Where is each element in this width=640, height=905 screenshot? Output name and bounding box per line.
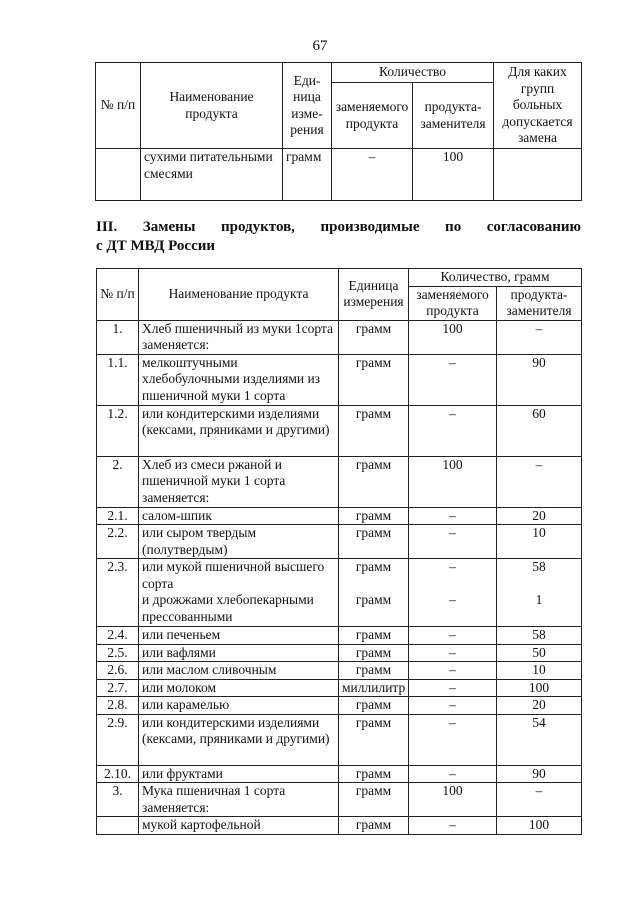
cell-groups bbox=[494, 149, 582, 201]
header-name: Наименование продукта bbox=[139, 269, 339, 321]
cell-unit: грамм bbox=[339, 320, 409, 354]
cell-num bbox=[97, 817, 139, 835]
header-unit: Единица измерения bbox=[339, 269, 409, 321]
cell-unit: грамм bbox=[339, 783, 409, 817]
cell-num: 1.2. bbox=[97, 405, 139, 456]
cell-replacement: 60 bbox=[497, 405, 582, 456]
cell-replaced: – bbox=[409, 405, 497, 456]
cell-unit: грамм bbox=[339, 627, 409, 645]
cell-num: 1. bbox=[97, 320, 139, 354]
cell-unit: грамм bbox=[339, 507, 409, 525]
section-heading bbox=[96, 218, 581, 256]
cell-name: или молоком bbox=[139, 679, 339, 697]
header-quantity: Количество, грамм bbox=[409, 269, 582, 287]
header-name: Наименование продукта bbox=[141, 63, 283, 149]
cell-unit-part: грамм bbox=[355, 591, 392, 607]
cell-replacement: 10 bbox=[497, 525, 582, 559]
cell-name: салом-шпик bbox=[139, 507, 339, 525]
cell-unit: грамм bbox=[339, 354, 409, 405]
table-row bbox=[97, 697, 582, 715]
table-row bbox=[97, 507, 582, 525]
cell-unit bbox=[339, 559, 409, 627]
table-row bbox=[97, 559, 582, 627]
table-row bbox=[97, 817, 582, 835]
header-unit: Еди-ница изме-рения bbox=[283, 63, 332, 149]
cell-unit: грамм bbox=[339, 456, 409, 507]
cell-unit: грамм bbox=[339, 817, 409, 835]
table-row bbox=[97, 627, 582, 645]
cell-replacement: – bbox=[497, 783, 582, 817]
header-quantity: Количество bbox=[332, 63, 494, 83]
cell-replacement bbox=[497, 559, 582, 627]
cell-replacement-part: 58 bbox=[532, 559, 546, 574]
cell-num: 2.9. bbox=[97, 714, 139, 765]
cell-num: 2.2. bbox=[97, 525, 139, 559]
header-replaced: заменяемого продукта bbox=[332, 83, 413, 149]
cell-num: 1.1. bbox=[97, 354, 139, 405]
cell-replacement: 100 bbox=[413, 149, 494, 201]
cell-name: или вафлями bbox=[139, 644, 339, 662]
cell-name bbox=[139, 559, 339, 627]
cell-unit: грамм bbox=[339, 662, 409, 680]
cell-name: или кондитерскими изделиями (кексами, пряниками и другими) bbox=[139, 714, 339, 765]
cell-name: или карамелью bbox=[139, 697, 339, 715]
cell-replacement: 10 bbox=[497, 662, 582, 680]
header-num: № п/п bbox=[97, 269, 139, 321]
table-row bbox=[97, 679, 582, 697]
cell-replaced: – bbox=[409, 525, 497, 559]
cell-name: или кондитерскими изделиями (кексами, пряниками и другими) bbox=[139, 405, 339, 456]
cell-replacement: 100 bbox=[497, 679, 582, 697]
cell-num: 2.3. bbox=[97, 559, 139, 627]
cell-replaced: 100 bbox=[409, 783, 497, 817]
cell-unit: грамм bbox=[339, 525, 409, 559]
cell-name-part: и дрожжами хлебопекарными прессованными bbox=[142, 592, 314, 624]
cell-unit: грамм bbox=[339, 644, 409, 662]
cell-name: или сыром твердым (полутвердым) bbox=[139, 525, 339, 559]
cell-replaced: 100 bbox=[409, 456, 497, 507]
cell-replaced: – bbox=[409, 817, 497, 835]
header-replacement: продукта-заменителя bbox=[413, 83, 494, 149]
cell-num: 2.10. bbox=[97, 765, 139, 783]
page-number: 67 bbox=[312, 38, 328, 54]
cell-num: 2.7. bbox=[97, 679, 139, 697]
cell-replacement: – bbox=[497, 320, 582, 354]
cell-num: 3. bbox=[97, 783, 139, 817]
cell-unit: миллилитр bbox=[339, 679, 409, 697]
cell-num: 2.8. bbox=[97, 697, 139, 715]
table-row bbox=[97, 456, 582, 507]
cell-unit: грамм bbox=[339, 405, 409, 456]
cell-name: или маслом сливочным bbox=[139, 662, 339, 680]
cell-num: 2.5. bbox=[97, 644, 139, 662]
cell-replaced: – bbox=[409, 662, 497, 680]
cell-name: Хлеб из смеси ржаной и пшеничной муки 1 сорта заменяется: bbox=[139, 456, 339, 507]
table-row bbox=[96, 149, 582, 201]
cell-num bbox=[96, 149, 141, 201]
header-num: № п/п bbox=[96, 63, 141, 149]
table-row bbox=[97, 525, 582, 559]
table-row bbox=[97, 644, 582, 662]
cell-num: 2.1. bbox=[97, 507, 139, 525]
cell-replaced: – bbox=[409, 697, 497, 715]
cell-unit-part: грамм bbox=[355, 559, 392, 574]
section-heading-line2: с ДТ МВД России bbox=[96, 238, 216, 254]
cell-replaced: – bbox=[409, 507, 497, 525]
cell-num: 2.6. bbox=[97, 662, 139, 680]
cell-name: или фруктами bbox=[139, 765, 339, 783]
cell-replaced bbox=[409, 559, 497, 627]
cell-replaced: – bbox=[409, 679, 497, 697]
cell-replacement: – bbox=[497, 456, 582, 507]
section-heading-line1: III. Замены продуктов, производимые по согласованию bbox=[96, 219, 581, 235]
table-row bbox=[97, 765, 582, 783]
cell-name: или печеньем bbox=[139, 627, 339, 645]
cell-unit: грамм bbox=[339, 714, 409, 765]
cell-name: Хлеб пшеничный из муки 1сорта заменяется: bbox=[139, 320, 339, 354]
header-replaced: заменяемого продукта bbox=[409, 286, 497, 320]
cell-name: мелкоштучными хлебобулочными изделиями из пшеничной муки 1 сорта bbox=[139, 354, 339, 405]
cell-replaced: – bbox=[409, 627, 497, 645]
cell-replacement: 90 bbox=[497, 354, 582, 405]
cell-replaced: – bbox=[409, 354, 497, 405]
table-row bbox=[97, 783, 582, 817]
cell-replaced-part: – bbox=[449, 591, 456, 607]
cell-num: 2.4. bbox=[97, 627, 139, 645]
cell-replacement-part: 1 bbox=[535, 591, 543, 607]
cell-name: мукой картофельной bbox=[139, 817, 339, 835]
cell-replacement: 90 bbox=[497, 765, 582, 783]
cell-replaced: 100 bbox=[409, 320, 497, 354]
cell-unit: грамм bbox=[283, 149, 332, 201]
cell-replacement: 20 bbox=[497, 697, 582, 715]
cell-name: Мука пшеничная 1 сорта заменяется: bbox=[139, 783, 339, 817]
cell-name: сухими питательными смесями bbox=[141, 149, 283, 201]
cell-replacement: 50 bbox=[497, 644, 582, 662]
cell-replacement: 58 bbox=[497, 627, 582, 645]
cell-num: 2. bbox=[97, 456, 139, 507]
substitution-table bbox=[96, 268, 582, 835]
cell-replaced: – bbox=[409, 714, 497, 765]
cell-replacement: 100 bbox=[497, 817, 582, 835]
cell-replaced: – bbox=[332, 149, 413, 201]
table-row bbox=[97, 662, 582, 680]
cell-unit: грамм bbox=[339, 765, 409, 783]
cell-name-part: или мукой пшеничной высшего сорта bbox=[142, 559, 325, 591]
table-row bbox=[97, 405, 582, 456]
header-replacement: продукта-заменителя bbox=[497, 286, 582, 320]
header-patient-groups: Для каких групп больных допускается замена bbox=[494, 63, 582, 149]
cell-replacement: 20 bbox=[497, 507, 582, 525]
table-row bbox=[97, 320, 582, 354]
table-row bbox=[97, 354, 582, 405]
cell-replaced: – bbox=[409, 765, 497, 783]
table-row bbox=[97, 714, 582, 765]
cell-unit: грамм bbox=[339, 697, 409, 715]
cell-replaced: – bbox=[409, 644, 497, 662]
cell-replacement: 54 bbox=[497, 714, 582, 765]
continued-substitution-table bbox=[95, 62, 582, 201]
cell-replaced-part: – bbox=[449, 559, 456, 574]
